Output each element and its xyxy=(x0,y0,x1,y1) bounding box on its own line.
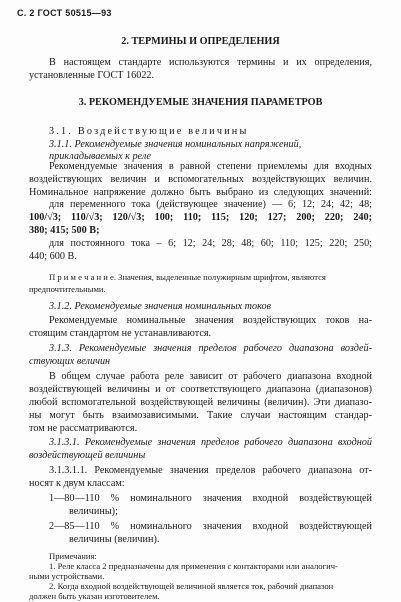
paragraph-line: В общем случае работа реле зависит от рабочего диапазона входной xyxy=(49,371,372,382)
class-2-line: 2—85—110 % номинального значения входной воздействующей xyxy=(49,521,372,532)
notes-line: ными устройствами. xyxy=(29,571,105,581)
subsection-3-1-3-heading: 3.1.3. Рекомендуемые значения пределов рабочего диапазона воздей- xyxy=(49,343,372,354)
paragraph-line: ны могут быть взаимозависимыми. Такие случаи настоящим стандар- xyxy=(29,410,372,421)
paragraph-line: том не рассматриваются. xyxy=(29,423,138,434)
note-line: предпочтительными. xyxy=(29,284,106,294)
notes-line: 2. Когда входной воздействующей величиной является ток, рабочий диапазон xyxy=(49,581,334,591)
subsection-3-1-3-heading-cont: ствующих величин xyxy=(29,356,111,367)
subsection-3-1-1-text: 3.1.1. Рекомендуемые значения номинальных напряжений, прикладываемых к реле xyxy=(49,139,302,162)
paragraph-line: воздействующих величин и вспомогательных воздействующих величин. xyxy=(29,174,372,185)
paragraph-line: 380; 415; 500 В; xyxy=(29,225,100,236)
paragraph-line: Рекомендуемые номинальные значения воздействующих токов на- xyxy=(49,315,372,326)
section-2-title: 2. ТЕРМИНЫ И ОПРЕДЕЛЕНИЯ xyxy=(121,36,280,47)
paragraph-line: 3.1.3.1.1. Рекомендуемые значения пределов рабочего диапазона от- xyxy=(49,465,372,476)
paragraph-line: Рекомендуемые значения в равной степени приемлемы для входных xyxy=(49,161,372,172)
paragraph-line: стоящим стандартом не устанавливаются. xyxy=(29,328,212,339)
paragraph-line: В настоящем стандарте используются термины и их определения, xyxy=(49,57,372,68)
section-3-title: 3. РЕКОМЕНДУЕМЫЕ ЗНАЧЕНИЯ ПАРАМЕТРОВ xyxy=(78,97,323,108)
page-header: С. 2 ГОСТ 50515—93 xyxy=(17,8,112,18)
class-1-line: 1—80—110 % номинального значения входной воздействующей xyxy=(49,493,372,504)
notes-title: Примечания: xyxy=(49,551,97,561)
subsection-3-1-3-1-heading-cont: воздействующей величины xyxy=(29,450,146,461)
paragraph-line: для постоянного тока – 6; 12; 24; 28; 48; 60; 110; 125; 220; 250; xyxy=(49,238,372,249)
notes-line: 1. Реле класса 2 предназначены для применения с контакторами или аналогич- xyxy=(49,561,338,571)
paragraph-line: установленные ГОСТ 16022. xyxy=(29,70,155,81)
paragraph-line: воздействующей величины и от соответствующего диапазона (диапазонов) xyxy=(29,384,372,395)
class-1-line: величины); xyxy=(69,506,118,517)
paragraph-line: для переменного тока (действующее значение) — 6; 12; 24; 42; 48; xyxy=(49,199,372,210)
subsection-3-1-3-1-heading: 3.1.3.1. Рекомендуемые значения пределов рабочего диапазона входной xyxy=(49,437,372,448)
subsection-3-1-heading: 3.1. Воздействующие величины xyxy=(49,126,249,137)
class-2-line: величины (величин). xyxy=(69,534,160,545)
paragraph-line: 440; 600 В. xyxy=(29,251,77,262)
paragraph-line: любой вспомогательной воздействующей величины (величин). Эти диапазо- xyxy=(29,397,372,408)
note-line: П р и м е ч а н и е. Значения, выделенные полужирным шрифтом, являются xyxy=(49,272,326,282)
subsection-3-1-1-heading xyxy=(29,139,372,163)
notes-line: должен быть указан изготовителем. xyxy=(29,591,160,601)
subsection-3-1-2-heading: 3.1.2. Рекомендуемые значения номинальных токов xyxy=(49,301,272,312)
paragraph-line: 100/√3; 110/√3; 120/√3; 100; 110; 115; 120; 127; 200; 220; 240; xyxy=(29,212,372,223)
paragraph-line: Номинальное напряжение должно быть выбрано из следующих значений: xyxy=(29,187,372,198)
paragraph-line: носят к двум классам: xyxy=(29,478,125,489)
